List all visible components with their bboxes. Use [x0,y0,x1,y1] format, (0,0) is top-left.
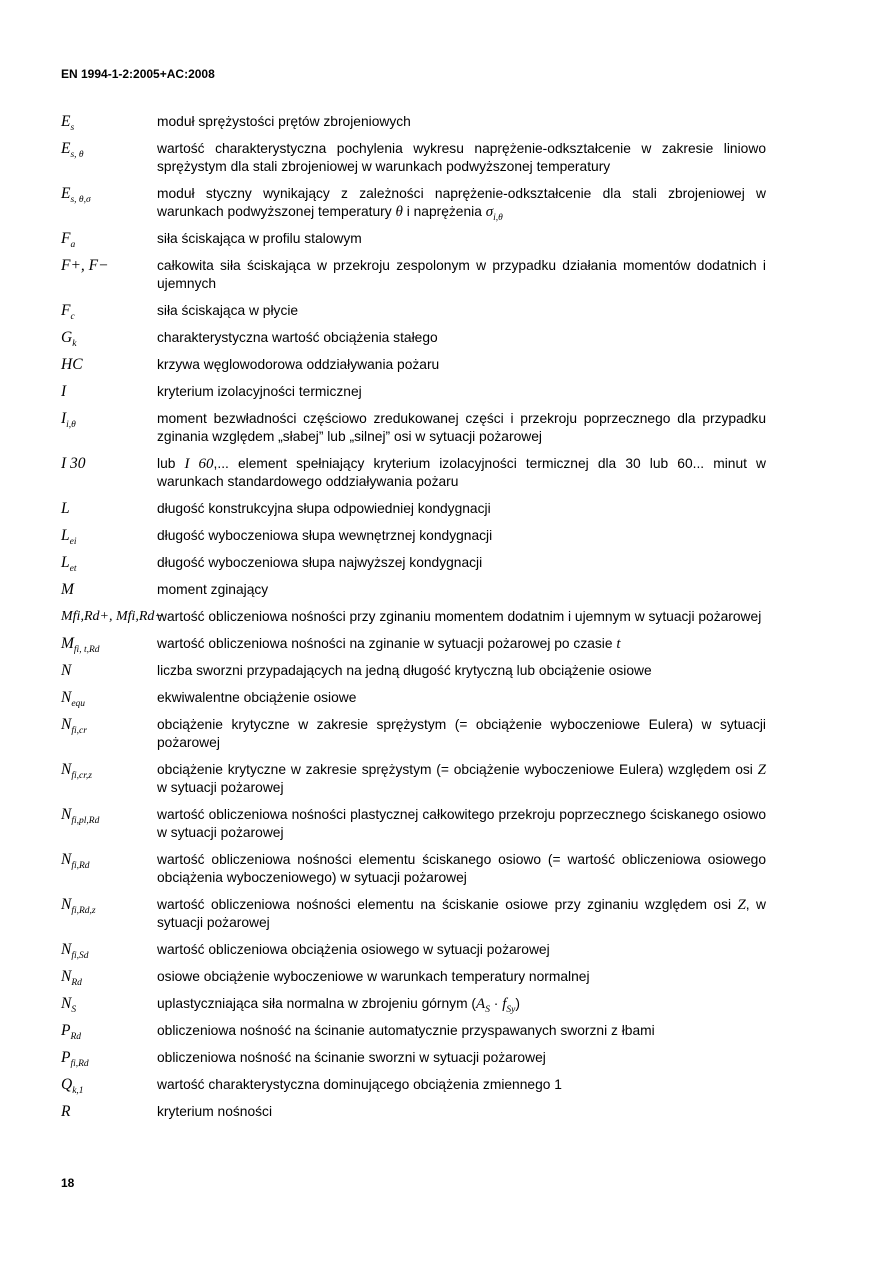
definition: krzywa węglowodorowa oddziaływania pożaru [157,357,440,372]
definition: obciążenie krytyczne w zakresie sprężystym (= obciążenie wyboczeniowe Eulera) w sytuacji pożarowej [157,717,766,750]
document-code-header: EN 1994-1-2:2005+AC:2008 [61,67,215,81]
list-item [61,896,766,932]
symbol: $P_{Rd}$ [61,1022,82,1043]
definition: liczba sworzni przypadających na jedną długość krytyczną lub obciążenie osiowe [157,663,652,678]
definition: długość wyboczeniowa słupa wewnętrznej kondygnacji [157,528,493,543]
definition: moduł styczny wynikający z zależności naprężenie-odkształcenie dla stali zbrojeniowej w warunkach podwyższonej temperatury θ i naprężenia $\sigma_{i,\theta}$ [157,186,766,223]
list-item [61,500,766,518]
definition: lub I 60,... element spełniający kryterium izolacyjności termicznej dla 30 lub 60... minut w warunkach standardowego oddziaływania pożaru [157,456,767,489]
definition: obliczeniowa nośność na ścinanie sworzni w sytuacji pożarowej [157,1050,546,1065]
list-item [61,806,766,842]
symbol: $N_{Rd}$ [61,968,82,989]
symbol: $N_{equ}$ [61,689,86,710]
definition: siła ściskająca w profilu stalowym [157,231,362,246]
list-item [61,410,766,446]
list-item [61,329,766,350]
list-item [61,113,766,134]
definition: ekwiwalentne obciążenie osiowe [157,690,357,705]
symbol: $Q_{k,1}$ [61,1076,84,1097]
definition: osiowe obciążenie wyboczeniowe w warunkach temperatury normalnej [157,969,590,984]
definition: siła ściskająca w płycie [157,303,299,318]
definition: moduł sprężystości prętów zbrojeniowych [157,114,411,129]
list-item [61,185,766,221]
symbol: L [61,500,70,517]
list-item [61,716,766,752]
symbol: $G_k$ [61,329,77,350]
list-item [61,356,766,374]
definition: kryterium nośności [157,1104,273,1119]
symbol: I [61,383,67,400]
symbol: N [61,662,72,679]
symbol: $M_{fi, t,Rd}$ [61,635,100,656]
definition: moment zginający [157,582,269,597]
symbol: $E_{s, \theta,\sigma}$ [61,185,91,206]
symbol: M [61,581,74,598]
definition: wartość obliczeniowa nośności na zginanie w sytuacji pożarowej po czasie t [157,636,621,652]
list-item [61,1022,766,1043]
list-item [61,455,766,491]
list-item [61,527,766,548]
definition: wartość obliczeniowa obciążenia osiowego w sytuacji pożarowej [157,942,550,957]
symbol: $N_{fi,cr,z}$ [61,761,92,782]
symbol: $N_{fi,cr}$ [61,716,87,737]
definition: wartość obliczeniowa nośności elementu na ściskanie osiowe przy zginaniu względem osi Z, w sytuacji pożarowej [157,897,766,930]
list-item [61,761,766,797]
definition: uplastyczniająca siła normalna w zbrojeniu górnym $(A_S \cdot f_{Sy})$ [157,996,520,1015]
list-item [61,140,766,176]
symbol: $N_{fi,Rd}$ [61,851,90,872]
definition: obciążenie krytyczne w zakresie sprężystym (= obciążenie wyboczeniowe Eulera) względem osi Z w sytuacji pożarowej [157,762,766,795]
symbol: $N_{fi,pl,Rd}$ [61,806,100,827]
definition: kryterium izolacyjności termicznej [157,384,362,399]
definition: moment bezwładności częściowo zredukowanej części i przekroju poprzecznego dla przypadku zginania względem „słabej” lub „silnej” osi w sytuacji pożarowej [157,411,766,444]
symbol: $N_{fi,Sd}$ [61,941,89,962]
list-item [61,383,766,401]
list-item [61,581,766,599]
list-item [61,302,766,323]
list-item [61,1103,766,1121]
symbol: $L_{et}$ [61,554,77,575]
definition: długość konstrukcyjna słupa odpowiedniej kondygnacji [157,501,491,516]
list-item [61,230,766,251]
symbol: $E_s$ [61,113,75,134]
symbol: $P_{fi,Rd}$ [61,1049,89,1070]
definition: obliczeniowa nośność na ścinanie automatycznie przyspawanych sworzni z łbami [157,1023,655,1038]
symbol: $E_{s, \theta}$ [61,140,84,161]
definition: wartość obliczeniowa nośności elementu ściskanego osiowo (= wartość obliczeniowa osiowego obciążenia wyboczeniowego) w sytuacji pożarowej [157,852,766,885]
symbol: F+, F− [61,257,109,274]
definition: charakterystyczna wartość obciążenia stałego [157,330,438,345]
symbol: HC [61,356,83,373]
definition: wartość charakterystyczna dominującego obciążenia zmiennego 1 [157,1077,562,1092]
symbol: $F_a$ [61,230,76,251]
symbol: R [61,1103,71,1120]
list-item [61,689,766,710]
symbol: I 30 [61,455,86,472]
list-item [61,554,766,575]
page-number: 18 [61,1176,75,1190]
list-item [61,1049,766,1070]
definition: wartość charakterystyczna pochylenia wykresu naprężenie-odkształcenie w zakresie liniowo sprężystym dla stali zbrojeniowej w warunkach podwyższonej temperatury [157,141,766,174]
definition: wartość obliczeniowa nośności plastycznej całkowitego przekroju poprzecznego ściskanego osiowo w sytuacji pożarowej [157,807,766,840]
symbol-list [61,113,766,1130]
symbol: Mfi,Rd+, Mfi,Rd− [61,609,164,624]
definition: całkowita siła ściskająca w przekroju zespolonym w przypadku działania momentów dodatnich i ujemnych [157,258,766,291]
symbol: $N_S$ [61,995,77,1016]
list-item [61,662,766,680]
definition: długość wyboczeniowa słupa najwyższej kondygnacji [157,555,483,570]
list-item [61,635,766,656]
list-item [61,257,766,293]
list-item [61,1076,766,1097]
list-item [61,941,766,962]
list-item [61,968,766,989]
symbol: $L_{ei}$ [61,527,77,548]
symbol: $I_{i,\theta}$ [61,410,76,431]
list-item [61,851,766,887]
definition: wartość obliczeniowa nośności przy zginaniu momentem dodatnim i ujemnym w sytuacji pożarowej [157,609,762,624]
list-item [61,608,766,626]
symbol: $N_{fi,Rd,z}$ [61,896,96,917]
list-item [61,995,766,1016]
symbol: $F_c$ [61,302,75,323]
